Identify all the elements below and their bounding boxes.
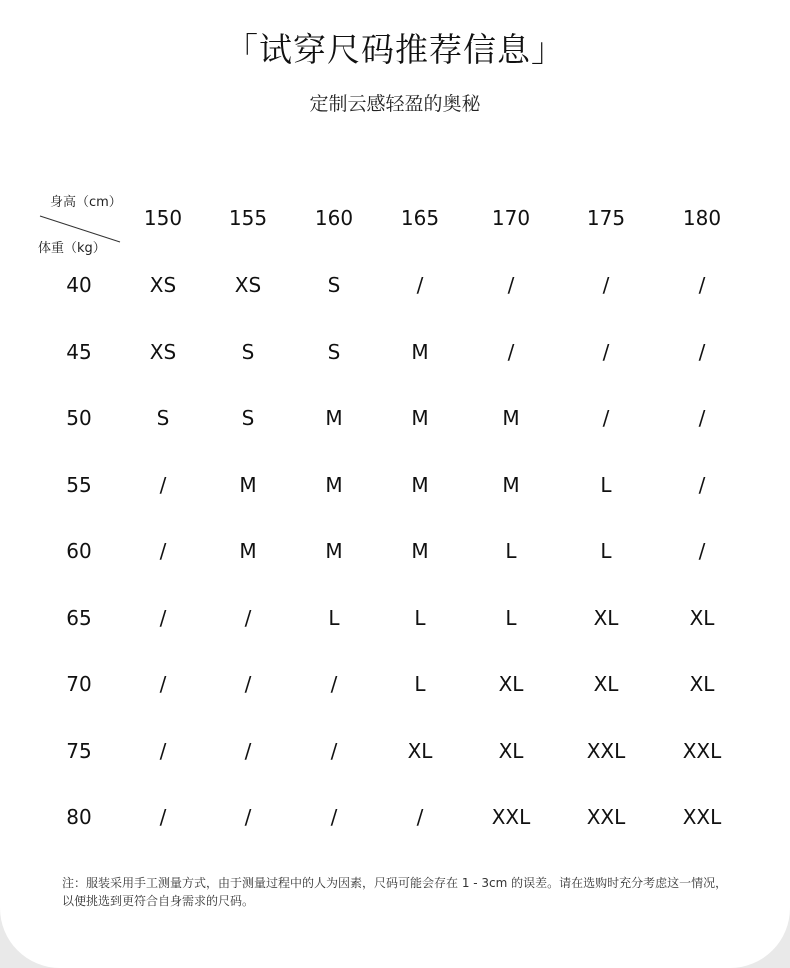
size-cell: XL bbox=[593, 605, 619, 630]
height-header-155: 155 bbox=[228, 206, 268, 230]
weight-header-65: 65 bbox=[66, 605, 92, 630]
size-cell: S bbox=[327, 273, 341, 297]
size-cell: / bbox=[244, 672, 252, 696]
size-cell: / bbox=[159, 605, 167, 630]
height-header-160: 160 bbox=[314, 206, 354, 230]
size-cell: / bbox=[244, 738, 252, 763]
weight-header-60: 60 bbox=[66, 539, 92, 563]
size-cell: / bbox=[602, 273, 610, 297]
page-subtitle: 定制云感轻盈的奥秘 bbox=[309, 93, 481, 115]
size-cell: L bbox=[414, 672, 426, 696]
size-cell: / bbox=[602, 406, 610, 430]
size-cell: L bbox=[600, 472, 612, 497]
size-cell: M bbox=[325, 472, 343, 497]
size-cell: XS bbox=[149, 339, 177, 364]
size-cell: L bbox=[414, 605, 426, 630]
size-cell: / bbox=[698, 406, 706, 430]
height-header-170: 170 bbox=[491, 206, 531, 230]
weight-header-45: 45 bbox=[66, 339, 92, 364]
size-cell: / bbox=[330, 805, 338, 829]
size-cell: / bbox=[698, 339, 706, 364]
size-cell: XS bbox=[234, 273, 262, 297]
size-cell: S bbox=[241, 406, 255, 430]
size-cell: XL bbox=[407, 738, 433, 763]
size-cell: / bbox=[416, 273, 424, 297]
size-cell: / bbox=[159, 738, 167, 763]
size-cell: / bbox=[507, 339, 515, 364]
size-cell: / bbox=[698, 273, 706, 297]
height-header-175: 175 bbox=[586, 206, 626, 230]
size-cell: XXL bbox=[682, 805, 722, 829]
size-cell: XXL bbox=[491, 805, 531, 829]
size-cell: XL bbox=[498, 672, 524, 696]
size-cell: M bbox=[239, 539, 257, 563]
size-cell: / bbox=[698, 539, 706, 563]
page-title: 「试穿尺码推荐信息」 bbox=[225, 30, 565, 69]
weight-header-40: 40 bbox=[66, 273, 92, 297]
size-cell: / bbox=[507, 273, 515, 297]
size-cell: XL bbox=[689, 605, 715, 630]
weight-header-70: 70 bbox=[66, 672, 92, 696]
size-cell: XL bbox=[593, 672, 619, 696]
size-cell: XL bbox=[689, 672, 715, 696]
size-cell: XL bbox=[498, 738, 524, 763]
weight-header-75: 75 bbox=[66, 738, 92, 763]
size-cell: / bbox=[159, 805, 167, 829]
size-cell: / bbox=[602, 339, 610, 364]
size-cell: M bbox=[411, 339, 429, 364]
size-cell: XXL bbox=[586, 805, 626, 829]
table-corner-header bbox=[36, 190, 126, 262]
size-cell: M bbox=[411, 406, 429, 430]
size-cell: L bbox=[505, 539, 517, 563]
size-cell: M bbox=[411, 539, 429, 563]
height-header-165: 165 bbox=[400, 206, 440, 230]
size-cell: S bbox=[327, 339, 341, 364]
size-cell: / bbox=[159, 672, 167, 696]
size-cell: S bbox=[156, 406, 170, 430]
weight-header-50: 50 bbox=[66, 406, 92, 430]
size-cell: XXL bbox=[586, 738, 626, 763]
size-cell: / bbox=[698, 472, 706, 497]
size-cell: M bbox=[502, 406, 520, 430]
weight-header-55: 55 bbox=[66, 472, 92, 497]
size-cell: M bbox=[325, 406, 343, 430]
size-cell: / bbox=[330, 672, 338, 696]
size-cell: M bbox=[325, 539, 343, 563]
size-cell: M bbox=[502, 472, 520, 497]
size-cell: M bbox=[411, 472, 429, 497]
weight-axis-label: 体重（kg） bbox=[38, 241, 106, 256]
size-cell: / bbox=[159, 539, 167, 563]
height-header-180: 180 bbox=[682, 206, 722, 230]
size-cell: L bbox=[505, 605, 517, 630]
size-cell: / bbox=[159, 472, 167, 497]
size-cell: / bbox=[244, 605, 252, 630]
height-axis-label: 身高（cm） bbox=[50, 195, 122, 210]
measurement-note: 注：服装采用手工测量方式，由于测量过程中的人为因素，尺码可能会存在 1 - 3cm 的误差。请在选购时充分考虑这一情况，以便挑选到更符合自身需求的尺码。 bbox=[62, 876, 728, 908]
size-cell: M bbox=[239, 472, 257, 497]
size-cell: / bbox=[330, 738, 338, 763]
size-cell: XXL bbox=[682, 738, 722, 763]
size-cell: S bbox=[241, 339, 255, 364]
size-cell: L bbox=[328, 605, 340, 630]
weight-header-80: 80 bbox=[66, 805, 92, 829]
size-cell: / bbox=[244, 805, 252, 829]
size-cell: L bbox=[600, 539, 612, 563]
size-cell: XS bbox=[149, 273, 177, 297]
height-header-150: 150 bbox=[143, 206, 183, 230]
size-cell: / bbox=[416, 805, 424, 829]
